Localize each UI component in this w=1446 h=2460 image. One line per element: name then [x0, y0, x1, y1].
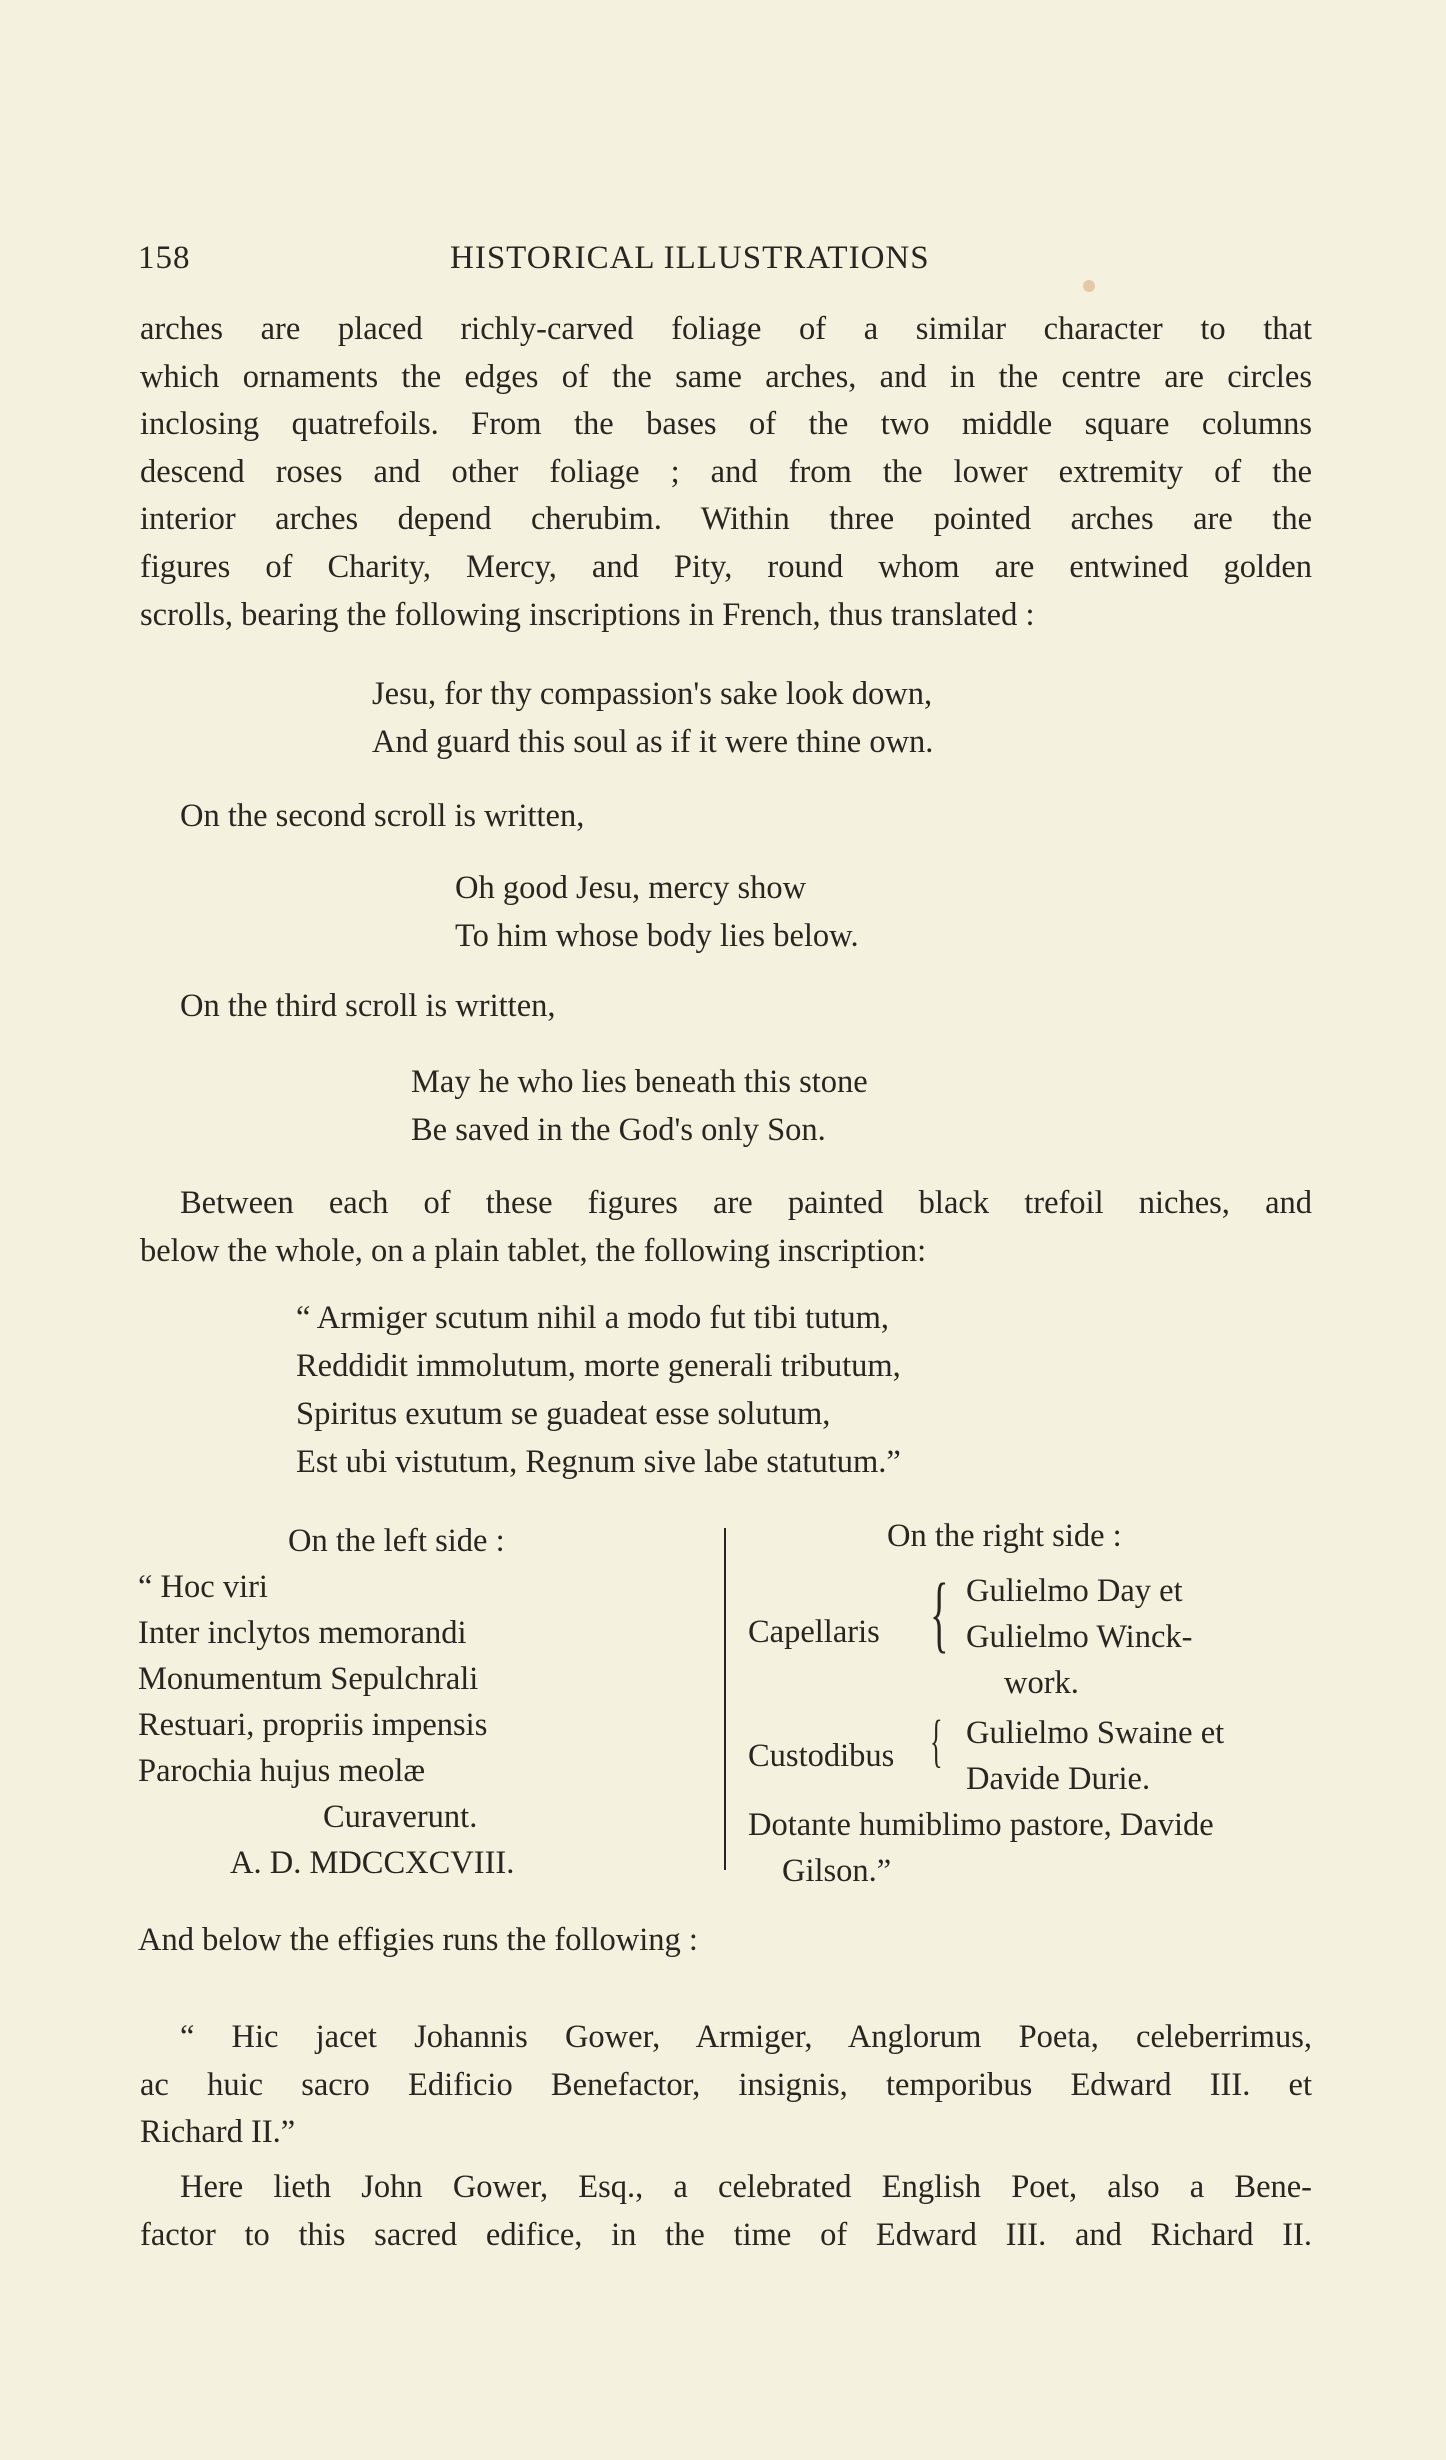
english-translation [140, 2164, 1312, 2259]
text-line: which ornaments the edges of the same arches, and in the centre are circles [140, 358, 1312, 395]
inscription-line: “ Armiger scutum nihil a modo fut tibi tutum, [296, 1300, 890, 1336]
column-heading: On the right side : [887, 1518, 1122, 1554]
inscription-line: Reddidit immolutum, morte generali tributum, [296, 1348, 901, 1384]
inscription-date: A. D. MDCCXCVIII. [230, 1845, 515, 1881]
verse-line: Be saved in the God's only Son. [411, 1112, 826, 1148]
text-line: factor to this sacred edifice, in the time of Edward III. and Richard II. [140, 2216, 1312, 2253]
page-number: 158 [138, 240, 191, 276]
verse-line: And guard this soul as if it were thine own. [372, 724, 934, 760]
inscription-line: Inter inclytos memorandi [138, 1615, 467, 1651]
custodibus-names [966, 1710, 1312, 1802]
custodibus-label: Custodibus [748, 1738, 895, 1774]
inscription-line: Restuari, propriis impensis [138, 1707, 488, 1743]
third-scroll-intro: On the third scroll is written, [180, 988, 556, 1024]
capellaris-names [966, 1568, 1312, 1706]
verse-first-scroll [372, 670, 933, 766]
right-closing [748, 1802, 1214, 1894]
left-side-inscription [138, 1518, 698, 1886]
curly-brace: { [930, 1565, 949, 1661]
text-line: “ Hic jacet Johannis Gower, Armiger, Anglorum Poeta, celeberrimus, [180, 2019, 1312, 2055]
tablet-inscription [296, 1294, 901, 1486]
effigies-intro: And below the effigies runs the following : [138, 1922, 698, 1958]
inscription-verb: Curaverunt. [323, 1799, 478, 1835]
closing-line: Dotante humiblimo pastore, Davide [748, 1807, 1214, 1843]
column-divider [724, 1528, 726, 1870]
effigies-inscription [140, 2014, 1312, 2157]
text-line: inclosing quatrefoils. From the bases of the two middle square columns [140, 406, 1312, 443]
verse-second-scroll [455, 864, 859, 960]
text-line: figures of Charity, Mercy, and Pity, round whom are entwined golden [140, 548, 1312, 585]
verse-line: To him whose body lies below. [455, 918, 859, 954]
inscription-line: Monumentum Sepulchrali [138, 1661, 479, 1697]
text-line: below the whole, on a plain tablet, the following inscription: [140, 1232, 927, 1269]
inscription-line: Parochia hujus meolæ [138, 1753, 426, 1789]
name-line: Davide Durie. [966, 1761, 1151, 1797]
capellaris-label: Capellaris [748, 1614, 880, 1650]
second-scroll-intro: On the second scroll is written, [180, 798, 585, 834]
text-line: arches are placed richly-carved foliage of a similar character to that [140, 311, 1312, 347]
name-fragment: Gulielmo [966, 1619, 1089, 1655]
name-line: Gulielmo Day et [966, 1573, 1183, 1609]
text-line: descend roses and other foliage ; and from the lower extremity of the [140, 453, 1312, 490]
text-line: Here lieth John Gower, Esq., a celebrated English Poet, also a Bene- [180, 2169, 1312, 2205]
inscription-line: “ Hoc viri [138, 1569, 268, 1605]
running-title: HISTORICAL ILLUSTRATIONS [450, 240, 930, 276]
name-line: Gulielmo Swaine et [966, 1715, 1225, 1751]
text-line: interior arches depend cherubim. Within three pointed arches are the [140, 501, 1312, 538]
text-line: Between each of these figures are painted black trefoil niches, and [180, 1185, 1312, 1221]
inscription-line: Est ubi vistutum, Regnum sive labe statutum.” [296, 1444, 901, 1480]
verse-third-scroll [411, 1058, 868, 1154]
ink-spot [1083, 280, 1095, 292]
paragraph-arches [140, 306, 1312, 639]
name-line: work. [1004, 1665, 1079, 1701]
curly-brace: { [930, 1708, 943, 1773]
column-heading: On the left side : [288, 1523, 505, 1559]
inscription-line: Spiritus exutum se guadeat esse solutum, [296, 1396, 831, 1432]
verse-line: May he who lies beneath this stone [411, 1064, 868, 1100]
closing-line: Gilson.” [782, 1853, 892, 1889]
text-line: scrolls, bearing the following inscriptions in French, thus translated : [140, 596, 1035, 633]
text-line: ac huic sacro Edificio Benefactor, insignis, temporibus Edward III. et [140, 2066, 1312, 2103]
name-fragment: Winck- [1096, 1619, 1193, 1655]
name-line [966, 1614, 1312, 1660]
paragraph-niches [140, 1180, 1312, 1275]
text-line: Richard II.” [140, 2114, 296, 2151]
verse-line: Jesu, for thy compassion's sake look down, [372, 676, 933, 712]
verse-line: Oh good Jesu, mercy show [455, 870, 807, 906]
